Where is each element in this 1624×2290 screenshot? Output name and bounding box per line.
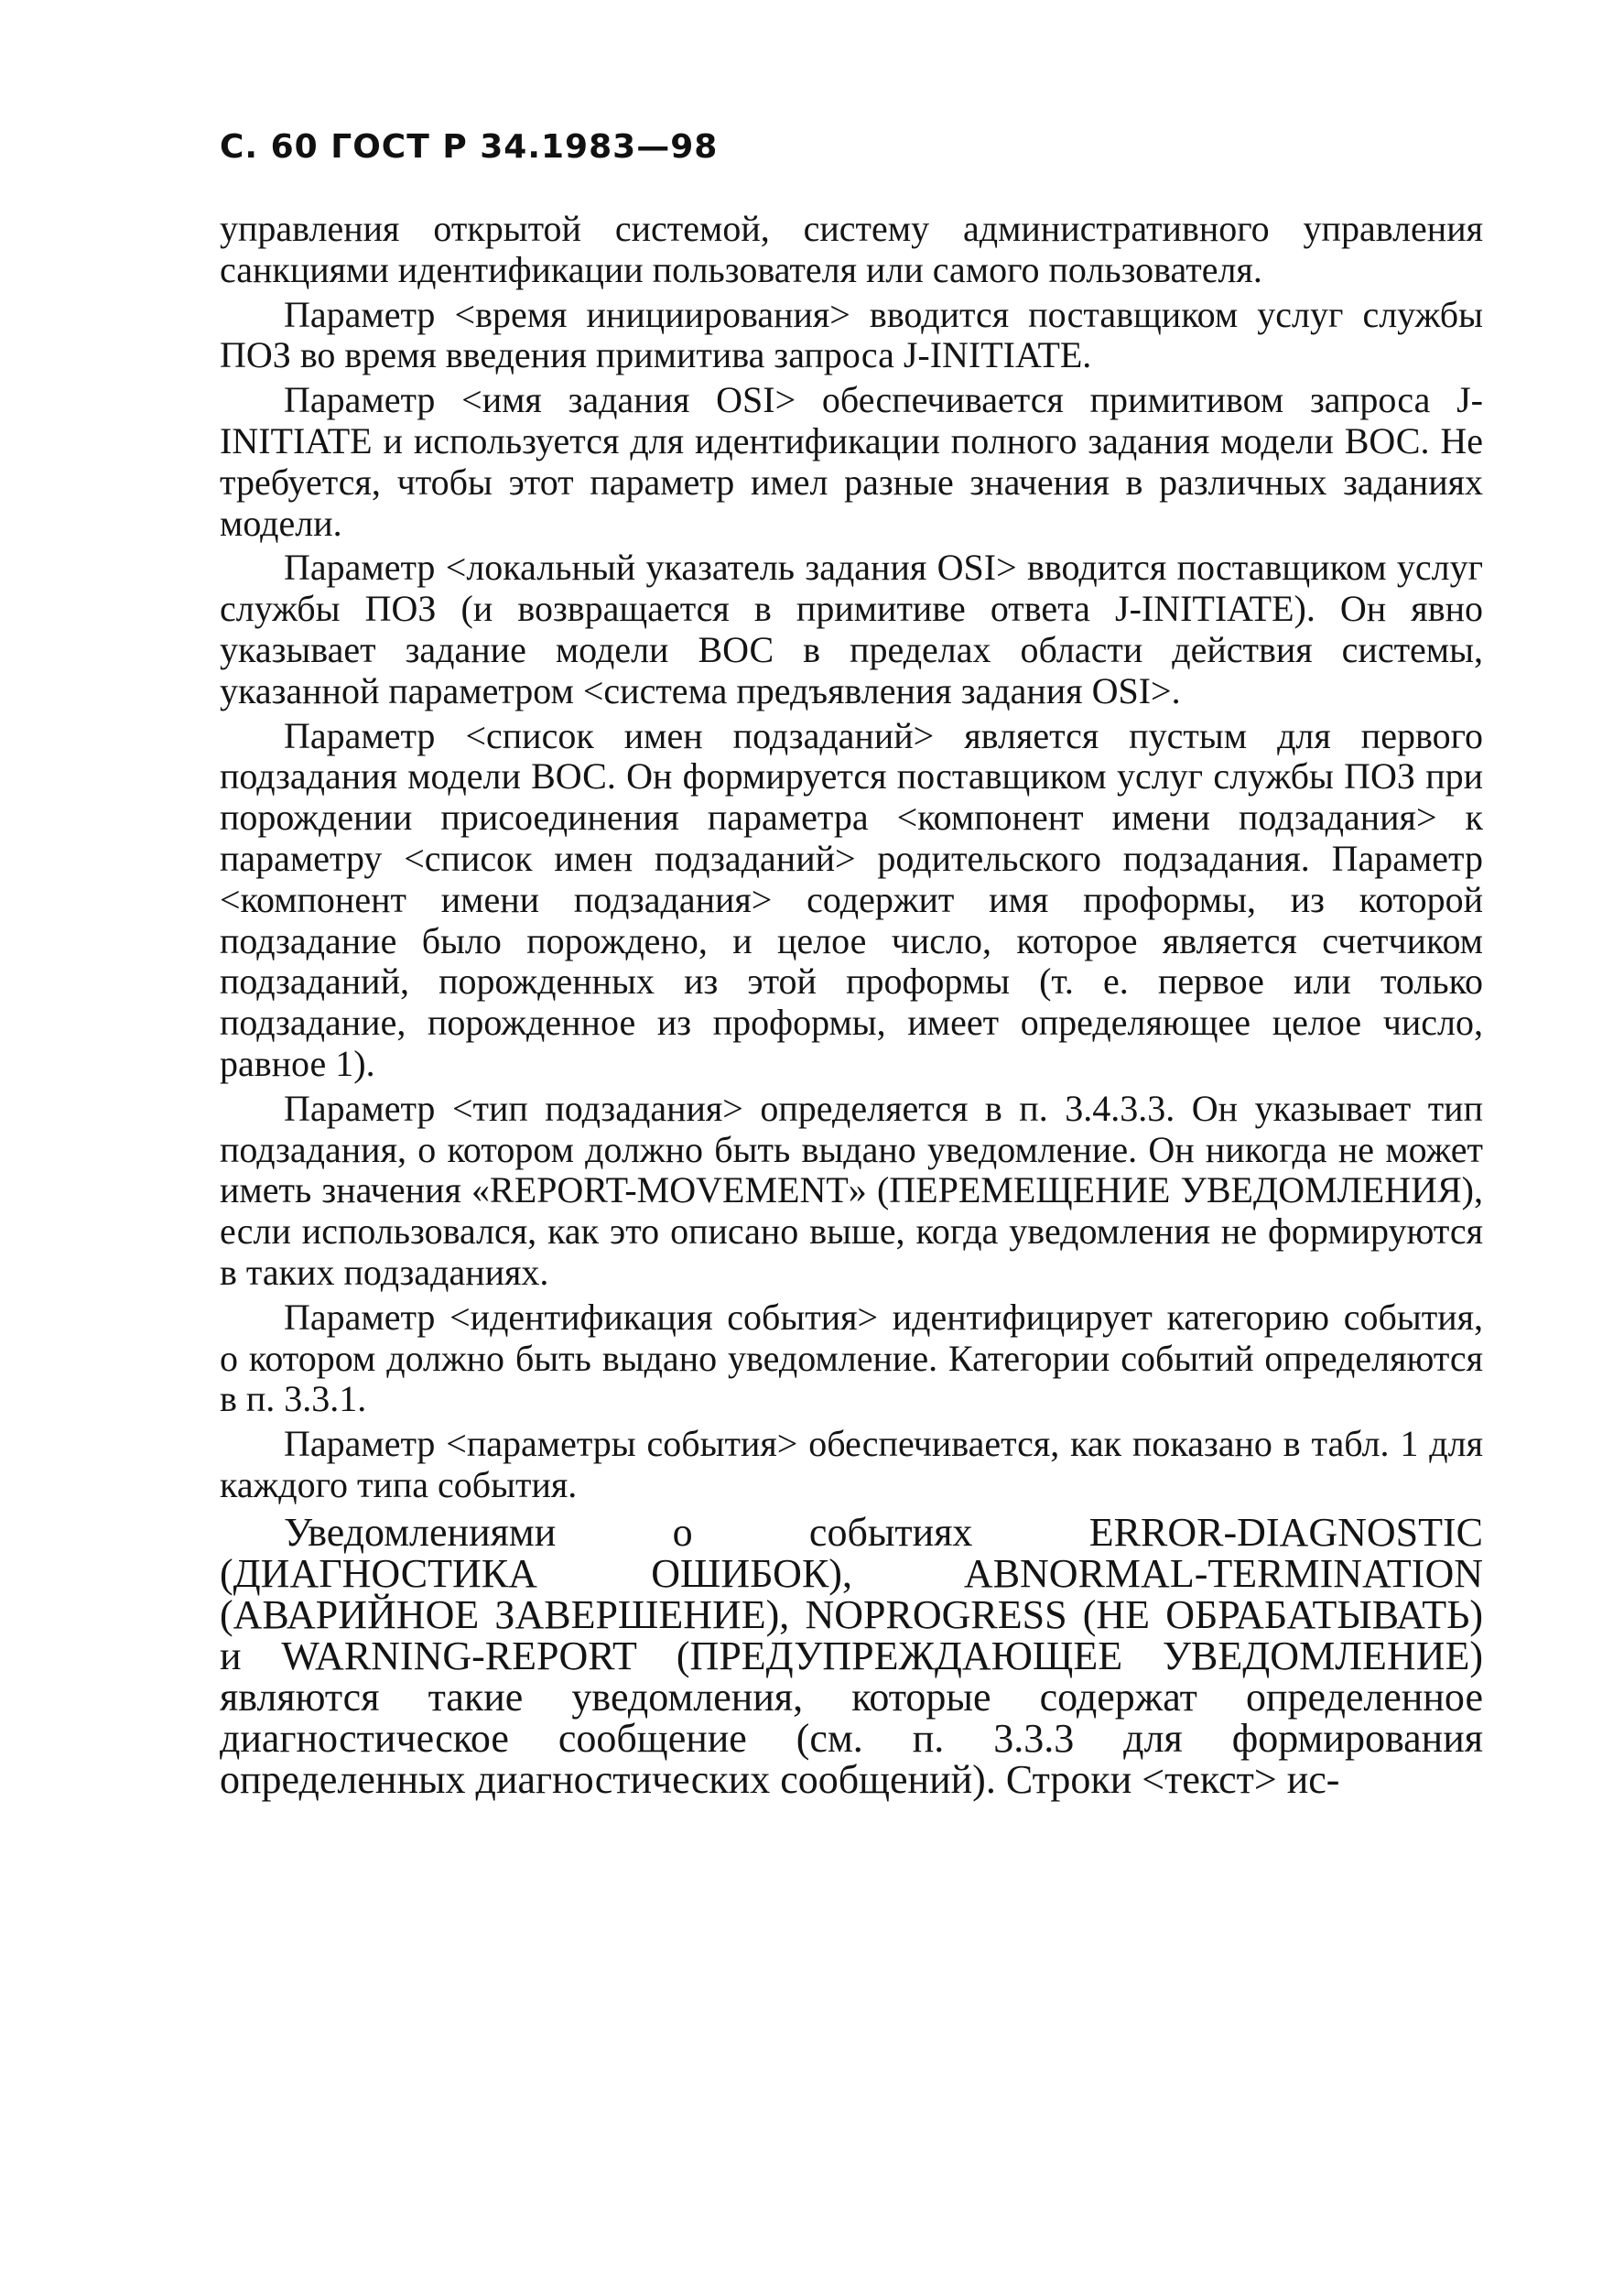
paragraph-osi-job-name: Параметр <имя задания OSI> обеспечивается примитивом запроса J-INITIATE и используется для идентификации полного задания модели ВОС. Не требуется, чтобы этот параметр имел разные значения в различных заданиях модели. (220, 379, 1483, 544)
body-text (220, 209, 1483, 1804)
paragraph-local-job-pointer: Параметр <локальный указатель задания OSI> вводится поставщиком услуг службы ПОЗ (и возвращается в примитиве ответа J-INITIATE). Он явно указывает задание модели ВОС в пределах области действия системы, указанной параметром <система предъявления задания OSI>. (220, 547, 1483, 711)
paragraph-event-identification: Параметр <идентификация события> идентифицирует категорию события, о котором должно быть выдано уведомление. Категории событий определяются в п. 3.3.1. (220, 1296, 1483, 1420)
paragraph-initiation-time: Параметр <время инициирования> вводится поставщиком услуг службы ПОЗ во время введения примитива запроса J-INITIATE. (220, 293, 1483, 376)
running-head: С. 60 ГОСТ Р 34.1983—98 (220, 128, 719, 166)
paragraph-continuation: управления открытой системой, систему административного управления санкциями идентификации пользователя или самого пользователя. (220, 208, 1483, 290)
paragraph-event-parameters: Параметр <параметры события> обеспечивается, как показано в табл. 1 для каждого типа события. (220, 1423, 1483, 1505)
paragraph-subjob-type: Параметр <тип подзадания> определяется в п. 3.4.3.3. Он указывает тип подзадания, о котором должно быть выдано уведомление. Он никогда не может иметь значения «REPORT-MOVEMENT» (ПЕРЕМЕЩЕНИЕ УВЕДОМЛЕНИЯ), если использовался, как это описано выше, когда уведомления не формируются в таких подзаданиях. (220, 1087, 1483, 1293)
paragraph-subjob-name-list: Параметр <список имен подзаданий> является пустым для первого подзадания модели ВОС. Он формируется поставщиком услуг службы ПОЗ при порождении присоединения параметра <компонент имени подзадания> к параметру <список имен подзаданий> родительского подзадания. Параметр <компонент имени подзадания> содержит имя проформы, из которой подзадание было порождено, и целое число, которое является счетчиком подзаданий, порожденных из этой проформы (т. е. первое или только подзадание, порожденное из проформы, имеет определяющее целое число, равное 1). (220, 714, 1483, 1084)
paragraph-event-notifications: Уведомлениями о событиях ERROR-DIAGNOSTIC (ДИАГНОСТИКА ОШИБОК), ABNORMAL-TERMINATION (АВАРИЙНОЕ ЗАВЕРШЕНИЕ), NOPROGRESS (НЕ ОБРАБАТЫВАТЬ) и WARNING-REPORT (ПРЕДУПРЕЖДАЮЩЕЕ УВЕДОМЛЕНИЕ) являются такие уведомления, которые содержат определенное диагностическое сообщение (см. п. 3.3.3 для формирования определенных диагностических сообщений). Строки <текст> ис- (220, 1509, 1483, 1802)
